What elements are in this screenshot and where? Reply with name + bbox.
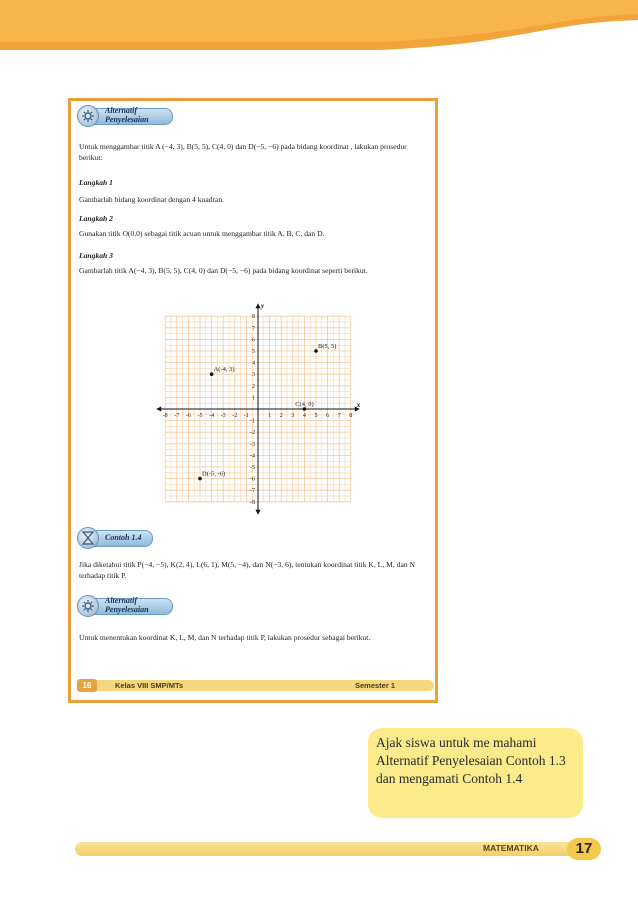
- x-tick-label: 3: [291, 413, 295, 419]
- step2-text: Gunakan titik O(0,0) sebagai titik acuan untuk menggambar titik A, B, C, dan D.: [79, 229, 325, 238]
- y-axis-arrow-up: [256, 303, 261, 308]
- y-tick-label: 2: [252, 383, 255, 390]
- x-tick-label: -5: [197, 413, 203, 419]
- x-tick-label: 1: [268, 413, 272, 419]
- y-tick-label: -1: [250, 418, 255, 425]
- book-title: Kelas VIII SMP/MTs: [115, 681, 184, 690]
- y-tick-label: -3: [250, 441, 255, 448]
- x-tick-label: 7: [337, 413, 341, 419]
- y-tick-label: -5: [250, 465, 255, 471]
- step1-text: Gambarlah bidang koordinat dengan 4 kuadran.: [79, 195, 225, 204]
- x-tick-label: 2: [279, 413, 283, 419]
- x-axis-label: x: [356, 401, 361, 409]
- data-point-label: B(5, 5): [318, 343, 337, 350]
- cog-icon: [77, 105, 99, 127]
- y-tick-label: -8: [250, 499, 255, 506]
- data-point-label: C(4, 0): [295, 401, 314, 408]
- y-tick-label: 6: [252, 337, 255, 344]
- step3-text: Gambarlah titik A(−4, 3), B(5, 5), C(4, 0) dan D(−5, −6) pada bidang koordinat seperti berikut.: [79, 266, 368, 275]
- badge-line1: Alternatif: [105, 106, 138, 115]
- y-axis-arrow-down: [256, 510, 261, 515]
- y-tick-label: -4: [250, 453, 255, 460]
- badge-line2: Penyelesaian: [105, 605, 149, 614]
- subject-label: MATEMATIKA: [483, 843, 539, 853]
- bottom-bar: [75, 838, 630, 860]
- x-axis-arrow-left: [156, 407, 161, 412]
- teacher-note-text: Ajak siswa untuk me mahami Alternatif Penyelesaian Contoh 1.3 dan mengamati Contoh 1.4: [376, 735, 566, 786]
- data-point-label: D(-5, -6): [202, 470, 226, 478]
- semester-label: Semester 1: [355, 681, 396, 690]
- alternatif-penyelesaian-badge: [77, 105, 173, 127]
- x-tick-label: 6: [326, 413, 330, 419]
- cog-icon: [77, 595, 99, 617]
- x-tick-label: -7: [174, 413, 180, 419]
- x-tick-label: -8: [162, 413, 168, 419]
- y-tick-label: 3: [252, 372, 255, 379]
- y-tick-label: 8: [252, 314, 255, 321]
- contoh-label: Contoh 1.4: [105, 533, 142, 542]
- x-tick-label: 5: [314, 413, 318, 419]
- alternatif-text: Untuk menentukan koordinat K, L, M, dan N terhadap titik P, lakukan prosedur sebagai berikut.: [79, 633, 371, 642]
- step2-title: Langkah 2: [79, 214, 113, 223]
- textbook-page-16: [68, 98, 438, 703]
- x-tick-label: 8: [349, 413, 353, 419]
- hourglass-icon: [77, 527, 99, 549]
- page-number-17: 17: [567, 838, 601, 860]
- top-banner: [0, 0, 638, 50]
- page-footer: [77, 679, 434, 692]
- x-tick-label: -3: [220, 413, 226, 419]
- y-tick-label: -7: [250, 488, 255, 495]
- x-tick-label: -6: [185, 413, 191, 419]
- contoh-badge: [77, 527, 157, 549]
- y-tick-label: -6: [250, 476, 255, 483]
- step1-title: Langkah 1: [79, 178, 113, 187]
- y-tick-label: -2: [250, 430, 255, 437]
- coordinate-plane-svg: [153, 303, 363, 515]
- badge-line2: Penyelesaian: [105, 115, 149, 124]
- x-tick-label: -2: [232, 413, 238, 419]
- x-tick-label: 4: [302, 413, 306, 419]
- y-tick-label: 7: [252, 325, 255, 332]
- teacher-note: [368, 728, 583, 818]
- step3-title: Langkah 3: [79, 251, 113, 260]
- y-tick-label: 4: [252, 360, 255, 367]
- x-tick-label: -4: [209, 413, 215, 419]
- coordinate-plane: [153, 303, 363, 520]
- badge-line1: Alternatif: [105, 596, 138, 605]
- data-point-label: A(-4, 3): [213, 366, 235, 374]
- x-tick-label: -1: [243, 413, 249, 419]
- y-tick-label: 1: [252, 395, 255, 402]
- alternatif-penyelesaian-badge-2: [77, 595, 173, 617]
- y-axis-label: y: [261, 303, 265, 311]
- contoh-text: Jika diketahui titik P(−4, −5), K(2, 4), L(6, 1), M(5, −4), dan N(−3, 6), tentukan koordinat titik K, L, M, dan N terhadap titik P.: [79, 560, 416, 580]
- y-tick-label: 5: [252, 349, 255, 355]
- page-number: 16: [77, 679, 97, 692]
- intro-text: Untuk menggambar titik A (−4, 3), B(5, 5), C(4, 0) dan D(−5, −6) pada bidang koordinat , lakukan prosedur berikut:: [79, 142, 407, 162]
